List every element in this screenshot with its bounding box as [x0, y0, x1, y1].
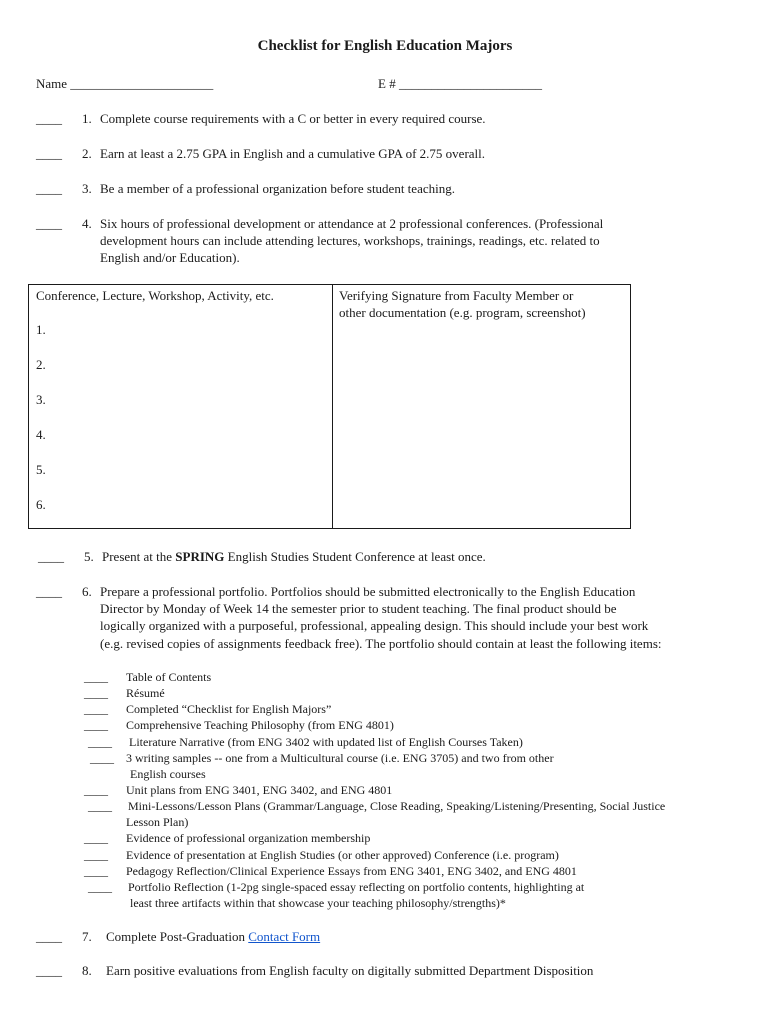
item-number: 7. [82, 929, 92, 944]
checkbox-line[interactable]: ____ [84, 848, 108, 862]
table-header-activity: Conference, Lecture, Workshop, Activity, etc. [36, 288, 274, 303]
item-text-pre: Complete Post-Graduation [106, 929, 249, 944]
portfolio-item: Pedagogy Reflection/Clinical Experience Essays from ENG 3401, ENG 3402, and ENG 4801 [126, 864, 577, 878]
item-text-bold: SPRING [175, 549, 225, 564]
table-header-signature: other documentation (e.g. program, screenshot) [339, 305, 586, 320]
checkbox-line[interactable]: ____ [36, 929, 62, 944]
checkbox-line[interactable]: ____ [36, 584, 62, 599]
checkbox-line[interactable]: ____ [84, 670, 108, 684]
table-row-number[interactable]: 1. [36, 322, 46, 337]
item-number: 4. [82, 216, 92, 231]
table-row-number[interactable]: 5. [36, 462, 46, 477]
checkbox-line[interactable]: ____ [88, 735, 112, 749]
portfolio-item-cont: least three artifacts within that showcase your teaching philosophy/strengths)* [130, 896, 506, 910]
item-text-post: English Studies Student Conference at least once. [224, 549, 486, 564]
item-text-pre: Present at the [102, 549, 176, 564]
item-text-line: Director by Monday of Week 14 the semester prior to student teaching. The final product should be [100, 601, 617, 616]
checkbox-line[interactable]: ____ [36, 111, 62, 126]
checkbox-line[interactable]: ____ [88, 799, 112, 813]
portfolio-item: Literature Narrative (from ENG 3402 with updated list of English Courses Taken) [129, 735, 523, 749]
contact-form-link[interactable]: Contact Form [248, 929, 321, 944]
checkbox-line[interactable]: ____ [36, 181, 62, 196]
portfolio-item: Résumé [126, 686, 165, 700]
checkbox-line[interactable]: ____ [84, 686, 108, 700]
item-text-line: development hours can include attending lectures, workshops, trainings, readings, etc. related to [100, 233, 600, 248]
table-row-number[interactable]: 2. [36, 357, 46, 372]
item-text-line: Prepare a professional portfolio. Portfolios should be submitted electronically to the English Education [100, 584, 636, 599]
item-text-line: English and/or Education). [100, 250, 240, 265]
checkbox-line[interactable]: ____ [36, 146, 62, 161]
item-number: 8. [82, 963, 92, 978]
item-number: 6. [82, 584, 92, 599]
portfolio-item: Evidence of professional organization membership [126, 831, 371, 845]
checkbox-line[interactable]: ____ [36, 963, 62, 978]
professional-development-table [28, 284, 631, 529]
name-field-label[interactable]: Name ______________________ [36, 76, 214, 91]
portfolio-item: Comprehensive Teaching Philosophy (from ENG 4801) [126, 718, 394, 732]
item-number: 5. [84, 549, 94, 564]
checkbox-line[interactable]: ____ [84, 864, 108, 878]
item-text [106, 929, 320, 945]
checkbox-line[interactable]: ____ [38, 549, 64, 564]
checkbox-line[interactable]: ____ [36, 216, 62, 231]
item-text [102, 549, 486, 565]
portfolio-item: Mini-Lessons/Lesson Plans (Grammar/Language, Close Reading, Speaking/Listening/Presenting, Social Justice [128, 799, 666, 813]
item-number: 1. [82, 111, 92, 126]
portfolio-item: Unit plans from ENG 3401, ENG 3402, and ENG 4801 [126, 783, 393, 797]
item-text-line: logically organized with a purposeful, professional, appealing design. This should include your best work [100, 618, 649, 633]
table-column-divider [332, 285, 333, 528]
checkbox-line[interactable]: ____ [88, 880, 112, 894]
portfolio-item: Evidence of presentation at English Studies (or other approved) Conference (i.e. program) [126, 848, 559, 862]
portfolio-item: Completed “Checklist for English Majors” [126, 702, 332, 716]
portfolio-item: Portfolio Reflection (1-2pg single-spaced essay reflecting on portfolio contents, highlighting at [128, 880, 585, 894]
page-title: Checklist for English Education Majors [257, 38, 513, 54]
table-row-number[interactable]: 4. [36, 427, 46, 442]
item-text-line: Six hours of professional development or attendance at 2 professional conferences. (Professional [100, 216, 604, 231]
checkbox-line[interactable]: ____ [84, 702, 108, 716]
e-number-field-label[interactable]: E # ______________________ [378, 76, 542, 91]
portfolio-item: Table of Contents [126, 670, 212, 684]
item-number: 3. [82, 181, 92, 196]
table-row-number[interactable]: 6. [36, 497, 46, 512]
item-text: Complete course requirements with a C or better in every required course. [100, 111, 486, 126]
item-number: 2. [82, 146, 92, 161]
checkbox-line[interactable]: ____ [90, 751, 114, 765]
checkbox-line[interactable]: ____ [84, 831, 108, 845]
item-text: Earn at least a 2.75 GPA in English and a cumulative GPA of 2.75 overall. [100, 146, 486, 161]
checkbox-line[interactable]: ____ [84, 783, 108, 797]
item-text-line: (e.g. revised copies of assignments feedback free). The portfolio should contain at least the following items: [100, 636, 662, 651]
checkbox-line[interactable]: ____ [84, 718, 108, 732]
table-row-number[interactable]: 3. [36, 392, 46, 407]
portfolio-item-cont: English courses [130, 767, 206, 781]
item-text: Earn positive evaluations from English faculty on digitally submitted Department Disposition [106, 963, 594, 978]
table-header-signature: Verifying Signature from Faculty Member or [339, 288, 574, 303]
item-text: Be a member of a professional organization before student teaching. [100, 181, 455, 196]
portfolio-item: 3 writing samples -- one from a Multicultural course (i.e. ENG 3705) and two from other [126, 751, 554, 765]
portfolio-item-cont: Lesson Plan) [126, 815, 189, 829]
